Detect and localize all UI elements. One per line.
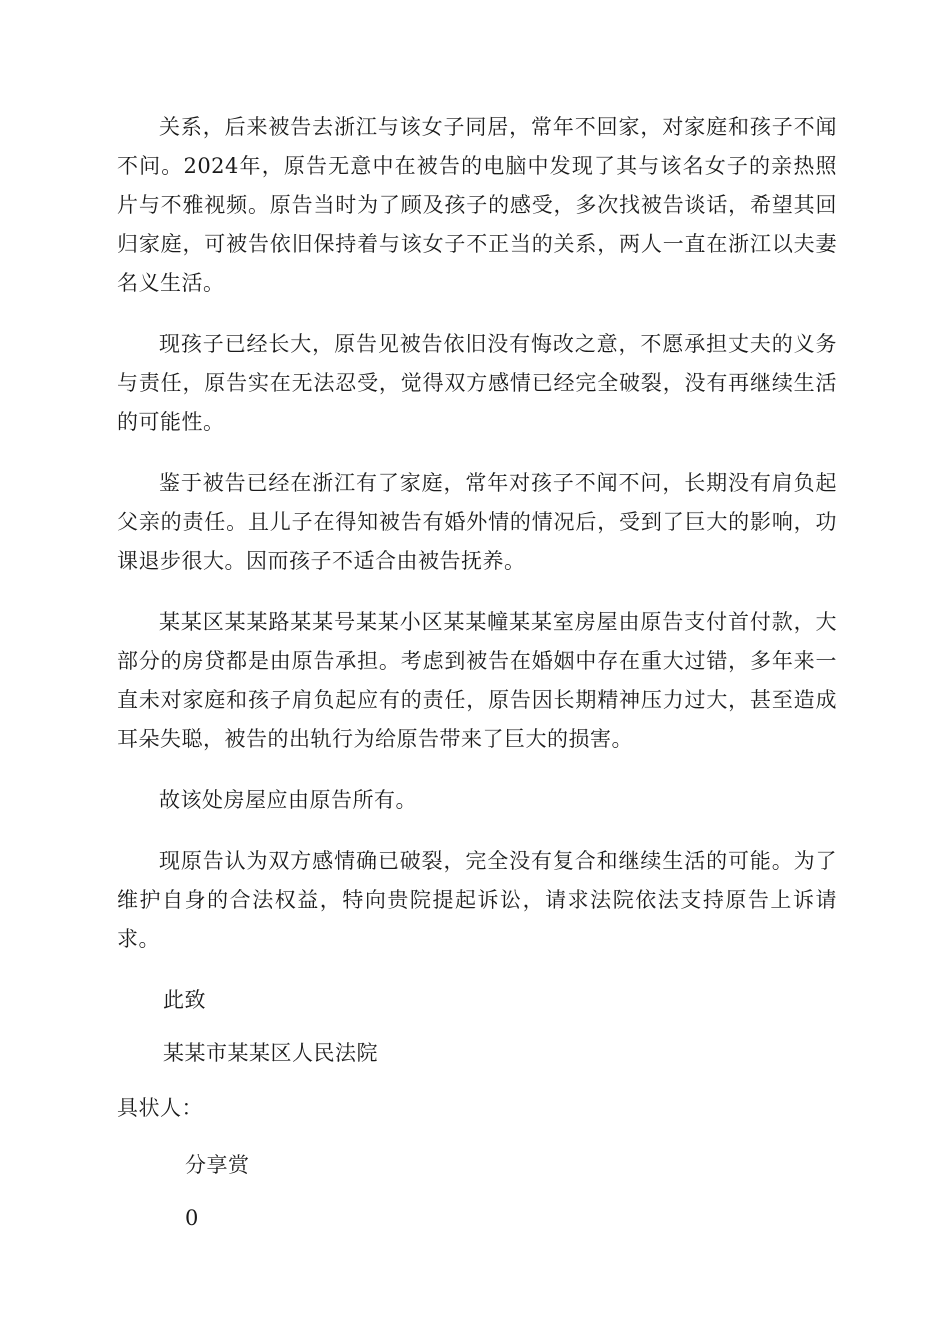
- share-reward-button[interactable]: 分享赏: [185, 1153, 250, 1177]
- paragraph-6: 现原告认为双方感情确已破裂，完全没有复合和继续生活的可能。为了维护自身的合法权益，特向贵院提起诉讼，请求法院依法支持原告上诉请求。: [117, 849, 837, 951]
- paragraph-3: 鉴于被告已经在浙江有了家庭，常年对孩子不闻不问，长期没有肩负起父亲的责任。且儿子在得知被告有婚外情的情况后，受到了巨大的影响，功课退步很大。因而孩子不适合由被告抚养。: [117, 471, 837, 573]
- share-count: 0: [185, 1206, 199, 1230]
- closing-salutation: 此致: [163, 988, 206, 1012]
- paragraph-1: 关系，后来被告去浙江与该女子同居，常年不回家，对家庭和孩子不闻不问。2024年，原告无意中在被告的电脑中发现了其与该名女子的亲热照片与不雅视频。原告当时为了顾及孩子的感受，多次找被告谈话，希望其回归家庭，可被告依旧保持着与该女子不正当的关系，两人一直在浙江以夫妻名义生活。: [117, 115, 837, 295]
- signature-label: 具状人：: [117, 1096, 203, 1120]
- court-name: 某某市某某区人民法院: [163, 1041, 378, 1065]
- document-page: [117, 108, 837, 1238]
- paragraph-4: 某某区某某路某某号某某小区某某幢某某室房屋由原告支付首付款，大部分的房贷都是由原告承担。考虑到被告在婚姻中存在重大过错，多年来一直未对家庭和孩子肩负起应有的责任，原告因长期精神压力过大，甚至造成耳朵失聪，被告的出轨行为给原告带来了巨大的损害。: [117, 610, 837, 751]
- paragraph-5: 故该处房屋应由原告所有。: [159, 788, 417, 812]
- paragraph-2: 现孩子已经长大，原告见被告依旧没有悔改之意，不愿承担丈夫的义务与责任，原告实在无法忍受，觉得双方感情已经完全破裂，没有再继续生活的可能性。: [117, 332, 837, 434]
